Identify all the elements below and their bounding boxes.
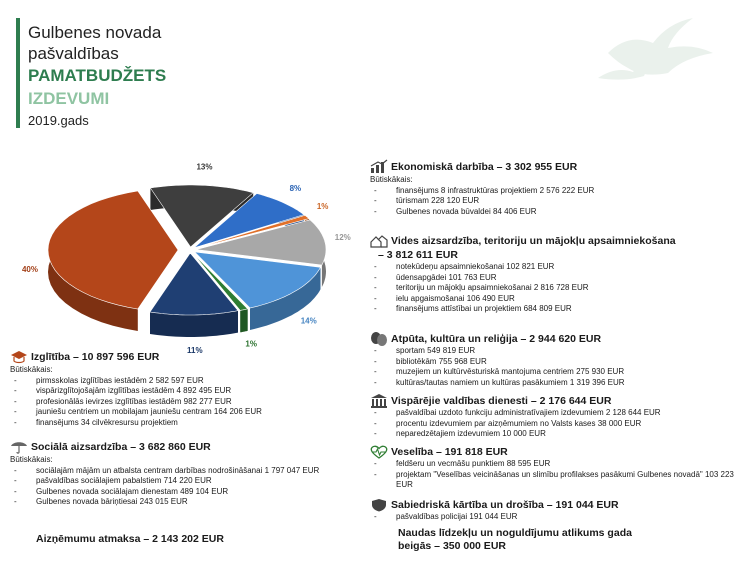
section-title: Veselība – 191 818 EUR: [391, 446, 508, 458]
section-visparejie-dienesti: [370, 394, 745, 440]
accent-bar: [16, 18, 20, 128]
list-item: - kultūras/tautas namiem un kultūras pasākumiem 1 319 396 EUR: [370, 378, 740, 389]
section-subtitle: Būtiskākais:: [370, 175, 413, 184]
shield-icon: [370, 498, 388, 512]
aiznemumu-atmaksa: Aizņēmumu atmaksa – 2 143 202 EUR: [36, 533, 224, 545]
list-item: - pašvaldības sociālajiem pabalstiem 714 220 EUR: [10, 476, 365, 487]
naudas-atlikums: [398, 527, 738, 553]
list-item: - procentu izdevumiem par aizņēmumiem no Valsts kases 38 000 EUR: [370, 419, 745, 430]
section-ekonomiska-darbiba: [370, 160, 740, 217]
section-list: [370, 408, 745, 440]
pie-slice-label: 14%: [300, 316, 317, 326]
list-item: - finansējums 34 cilvēkresursu projektiem: [10, 418, 365, 429]
list-item: - pirmsskolas izglītības iestādēm 2 582 597 EUR: [10, 376, 365, 387]
list-item: - projektam "Veselības veicināšanas un slimību profilakses pasākumi Gulbenes novadā" 103 223 EUR: [370, 470, 740, 491]
graduation-cap-icon: [10, 350, 28, 364]
houses-icon: [370, 234, 388, 248]
pie-slice-label: 13%: [196, 162, 213, 172]
growth-chart-icon: [370, 160, 388, 174]
government-building-icon: [370, 394, 388, 408]
section-list: [10, 376, 365, 429]
pie-slice-label: 8%: [289, 184, 302, 193]
umbrella-people-icon: [10, 440, 28, 454]
list-item: - profesionālās ievirzes izglītības iestādēm 982 277 EUR: [10, 397, 365, 408]
section-title: Atpūta, kultūra un reliģija – 2 944 620 EUR: [391, 333, 602, 345]
naudas-atlikums-line2: beigās – 350 000 EUR: [398, 540, 506, 552]
list-item: - finansējums attīstībai un projektiem 684 809 EUR: [370, 304, 740, 315]
section-vides-aizsardziba: [370, 234, 740, 315]
list-item: - jauniešu centriem un mobilajam jauniešu centram 164 206 EUR: [10, 407, 365, 418]
list-item: - tūrismam 228 120 EUR: [370, 196, 740, 207]
section-list: [370, 186, 740, 218]
section-title: Sabiedriskā kārtība un drošība – 191 044 EUR: [391, 499, 619, 511]
list-item: - sportam 549 819 EUR: [370, 346, 740, 357]
section-list: [10, 466, 365, 508]
section-atputa-kultura: [370, 332, 740, 388]
section-list: [370, 346, 740, 388]
pie-slice-label: 11%: [187, 346, 203, 355]
list-item: - neparedzētajiem izdevumiem 10 000 EUR: [370, 429, 745, 440]
pie-slice-label: 40%: [21, 265, 39, 274]
section-title: Vides aizsardzība, teritoriju un mājokļu apsaimniekošana: [391, 235, 676, 247]
section-list: [370, 512, 740, 523]
header: [28, 22, 166, 132]
list-item: - feldšeru un vecmāšu punktiem 88 595 EUR: [370, 459, 740, 470]
list-item: - teritoriju un mājokļu apsaimniekošanai 2 816 728 EUR: [370, 283, 740, 294]
list-item: - finansējums 8 infrastruktūras projektiem 2 576 222 EUR: [370, 186, 740, 197]
section-sabiedriska-kartiba: [370, 498, 740, 523]
list-item: - bibliotēkām 755 968 EUR: [370, 357, 740, 368]
section-title: Ekonomiskā darbība – 3 302 955 EUR: [391, 161, 578, 173]
section-sociala-aizsardziba: [10, 440, 365, 508]
section-title-amount: – 3 812 611 EUR: [378, 249, 458, 261]
list-item: - muzejiem un kultūrvēsturiskā mantojuma centriem 275 930 EUR: [370, 367, 740, 378]
section-subtitle: Būtiskākais:: [10, 365, 53, 374]
header-year: 2019.gads: [28, 113, 89, 128]
list-item: - sociālajām mājām un atbalsta centram darbības nodrošināšanai 1 797 047 EUR: [10, 466, 365, 477]
section-list: [370, 459, 740, 491]
section-title: Izglītība – 10 897 596 EUR: [31, 351, 160, 363]
header-subtitle: IZDEVUMI: [28, 89, 110, 108]
swans-decoration-icon: [588, 8, 738, 88]
list-item: - pašvaldībai uzdoto funkciju administratīvajiem izdevumiem 2 128 644 EUR: [370, 408, 745, 419]
section-izglitiba: [10, 350, 365, 428]
header-title: PAMATBUDŽETS: [28, 66, 167, 85]
section-list: [370, 262, 740, 315]
list-item: - pašvaldības policijai 191 044 EUR: [370, 512, 740, 523]
pie-slice-label: 12%: [334, 232, 351, 242]
list-item: - vispārizglītojošajām izglītības iestādēm 4 892 495 EUR: [10, 386, 365, 397]
pie-slice-label: 1%: [245, 339, 257, 349]
section-veseliba: [370, 445, 740, 491]
pie-slice-label: 1%: [316, 201, 329, 211]
header-line2: pašvaldības: [28, 44, 119, 63]
section-title: Vispārējie valdības dienesti – 2 176 644 EUR: [391, 395, 612, 407]
heartbeat-icon: [370, 445, 388, 459]
section-subtitle: Būtiskākais:: [10, 455, 53, 464]
list-item: - notekūdeņu apsaimniekošanai 102 821 EUR: [370, 262, 740, 273]
header-line1: Gulbenes novada: [28, 23, 162, 42]
pie-slice-side: [240, 309, 248, 333]
list-item: - Gulbenes novada sociālajam dienestam 489 104 EUR: [10, 487, 365, 498]
section-title: Sociālā aizsardzība – 3 682 860 EUR: [31, 441, 211, 453]
list-item: - ūdensapgādei 101 763 EUR: [370, 273, 740, 284]
theatre-masks-icon: [370, 332, 388, 346]
naudas-atlikums-line1: Naudas līdzekļu un noguldījumu atlikums gada: [398, 527, 632, 539]
list-item: - Gulbenes novada bāriņtiesai 243 015 EUR: [10, 497, 365, 508]
list-item: - Gulbenes novada būvaldei 84 406 EUR: [370, 207, 740, 218]
pie-chart: [20, 162, 360, 355]
list-item: - ielu apgaismošanai 106 490 EUR: [370, 294, 740, 305]
